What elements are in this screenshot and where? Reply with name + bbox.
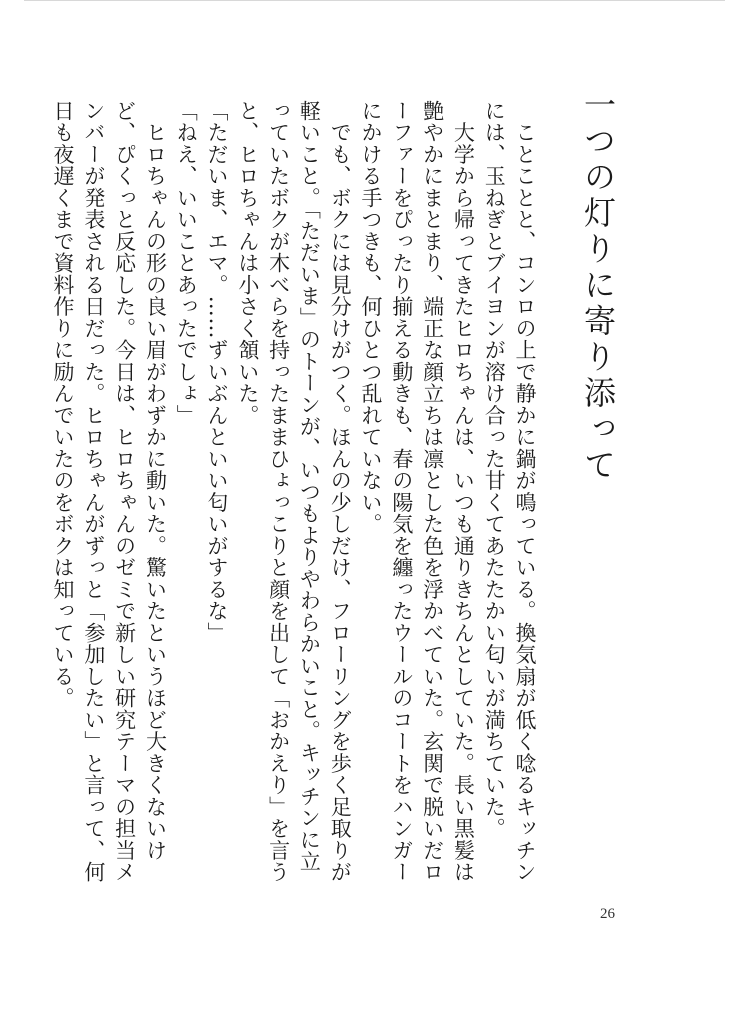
dialogue-line: 「ただいま、エマ。……ずいぶんといい匂いがするな」 xyxy=(205,100,230,644)
body-text xyxy=(51,100,540,890)
paragraph: 大学から帰ってきたヒロちゃんは、いつも通りきちんとしていた。長い黒髪は艶やかにまとまり、端正な顔立ちは凛とした色を浮かべていた。玄関で脱いだローファーをぴったり揃える動きも、春の陽気を纏ったウールのコートをハンガーにかける手つきも、何ひとつ乱れていない。 xyxy=(359,100,476,883)
chapter-title: 一つの灯りに寄り添って xyxy=(579,88,617,484)
paragraph: でも、ボクには見分けがつく。ほんの少しだけ、フローリングを歩く足取りが軽いこと。「ただいま」のトーンが、いつもよりやわらかいこと。キッチンに立っていたボクが木べらを持ったままひょっこりと顔を出して「おかえり」を言うと、ヒロちゃんは小さく頷いた。 xyxy=(235,100,353,883)
paragraph: ことことと、コンロの上で静かに鍋が鳴っている。換気扇が低く唸るキッチンには、玉ねぎとブイヨンが溶け合った甘くてあたたかい匂いが満ちていた。 xyxy=(482,100,537,883)
paragraph: ヒロちゃんの形の良い眉がわずかに動いた。驚いたというほど大きくないけど、ぴくっと反応した。今日は、ヒロちゃんのゼミで新しい研究テーマの担当メンバーが発表される日だった。ヒロちゃんがずっと「参加したい」と言って、何日も夜遅くまで資料作りに励んでいたのをボクは知っている。 xyxy=(51,100,168,883)
page-number: 26 xyxy=(600,906,615,922)
page-edge xyxy=(24,0,725,1)
dialogue-line: 「ねえ、いいことあったでしょ」 xyxy=(174,100,199,427)
